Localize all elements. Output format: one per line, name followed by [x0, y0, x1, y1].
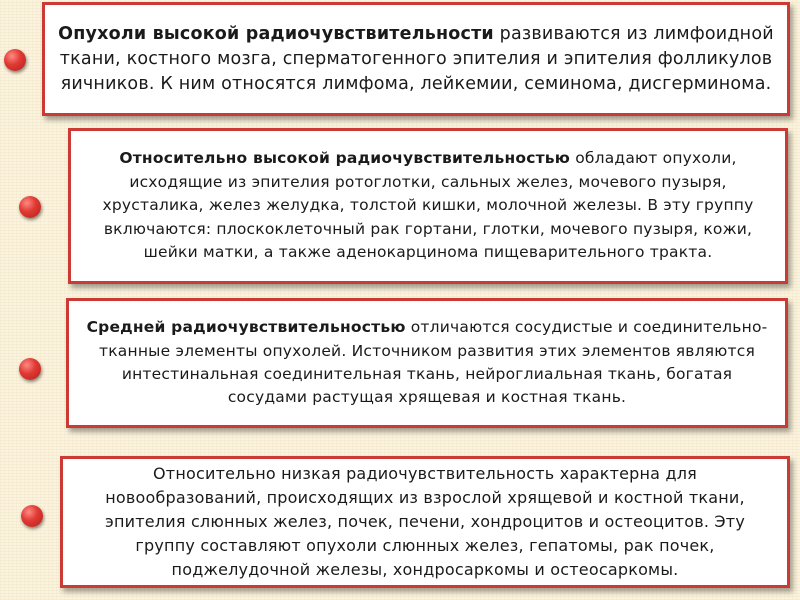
red-bullet-icon	[19, 358, 41, 380]
high-radiosensitivity-card	[42, 2, 790, 116]
card-body: развиваются из лимфоидной ткани, костного мозга, сперматогенного эпителия и эпителия фолликулов яичников. К ним относятся лимфома, лейкемии, семинома, дисгерминома.	[59, 23, 774, 94]
card-body: отличаются сосудистые и соединительно-тканные элементы опухолей. Источником развития этих элементов являются интестинальная соединительная ткань, нейроглиальная ткань, богатая сосудами растущая хрящевая и костная ткань.	[99, 318, 768, 407]
card-text	[85, 147, 771, 264]
card-text	[57, 22, 775, 97]
card-heading: Средней радиочувствительностью	[86, 318, 406, 337]
card-body: Относительно низкая радиочувствительность характерна для новообразований, происходящих из взрослой хрящевой и костной ткани, эпителия слюнных желез, почек, печени, хондроцитов и остеоцитов. Эту группу составляют опухоли слюнных желез, гепатомы, рак почек, поджелудочной железы, хондросаркомы и остеосаркомы.	[105, 464, 745, 579]
card-text	[83, 316, 771, 410]
card-text	[77, 462, 773, 582]
red-bullet-icon	[21, 505, 43, 527]
relatively-high-radiosensitivity-card	[68, 128, 788, 284]
low-radiosensitivity-card	[60, 456, 790, 588]
red-bullet-icon	[19, 196, 41, 218]
card-body: обладают опухоли, исходящие из эпителия ротоглотки, сальных желез, мочевого пузыря, хрусталика, желез желудка, толстой кишки, молочной железы. В эту группу включаются: плоскоклеточный рак гортани, глотки, мочевого пузыря, кожи, шейки матки, а также аденокарцинома пищеварительного тракта.	[102, 149, 754, 262]
card-heading: Относительно высокой радиочувствительностью	[119, 149, 571, 168]
medium-radiosensitivity-card	[66, 298, 788, 428]
red-bullet-icon	[4, 49, 26, 71]
card-heading: Опухоли высокой радиочувствительности	[58, 23, 494, 44]
